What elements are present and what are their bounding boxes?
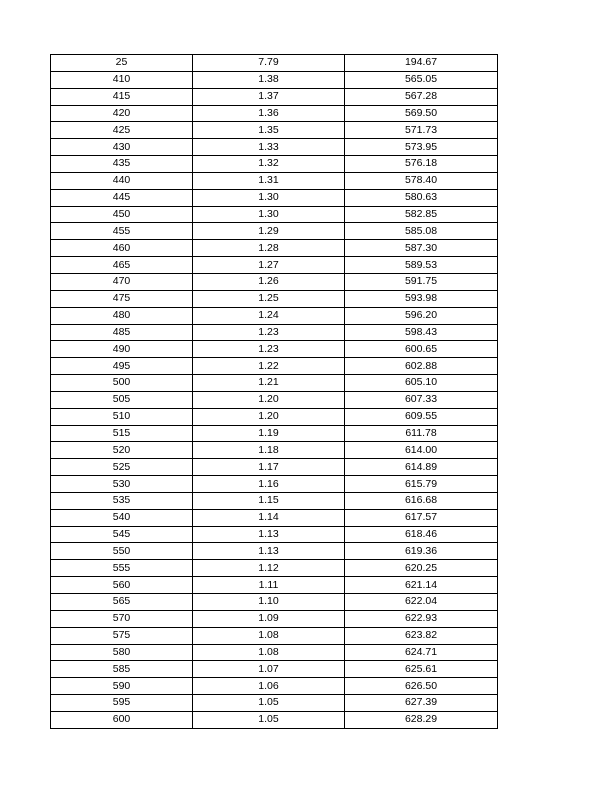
table-cell: 440 xyxy=(51,172,193,189)
table-cell: 465 xyxy=(51,257,193,274)
table-cell: 1.25 xyxy=(193,290,345,307)
table-cell: 625.61 xyxy=(345,661,498,678)
table-row xyxy=(51,644,498,661)
table-cell: 1.19 xyxy=(193,425,345,442)
table-cell: 565.05 xyxy=(345,71,498,88)
table-cell: 1.23 xyxy=(193,324,345,341)
table-cell: 607.33 xyxy=(345,391,498,408)
table-cell: 480 xyxy=(51,307,193,324)
table-cell: 611.78 xyxy=(345,425,498,442)
table-cell: 585.08 xyxy=(345,223,498,240)
table-cell: 618.46 xyxy=(345,526,498,543)
table-row xyxy=(51,307,498,324)
table-cell: 535 xyxy=(51,492,193,509)
table-cell: 595 xyxy=(51,695,193,712)
table-row xyxy=(51,375,498,392)
table-cell: 600 xyxy=(51,711,193,728)
table-cell: 500 xyxy=(51,375,193,392)
table-cell: 1.13 xyxy=(193,543,345,560)
table-cell: 569.50 xyxy=(345,105,498,122)
table-cell: 550 xyxy=(51,543,193,560)
table-cell: 602.88 xyxy=(345,358,498,375)
table-cell: 593.98 xyxy=(345,290,498,307)
table-row xyxy=(51,189,498,206)
table-cell: 1.15 xyxy=(193,492,345,509)
table-cell: 567.28 xyxy=(345,88,498,105)
table-row xyxy=(51,476,498,493)
table-cell: 505 xyxy=(51,391,193,408)
table-cell: 1.38 xyxy=(193,71,345,88)
table-row xyxy=(51,156,498,173)
table-row xyxy=(51,459,498,476)
table-cell: 1.31 xyxy=(193,172,345,189)
table-cell: 7.79 xyxy=(193,55,345,72)
table-cell: 1.05 xyxy=(193,711,345,728)
table-cell: 475 xyxy=(51,290,193,307)
table-cell: 622.04 xyxy=(345,594,498,611)
table-cell: 626.50 xyxy=(345,678,498,695)
table-row xyxy=(51,324,498,341)
table-cell: 580.63 xyxy=(345,189,498,206)
table-cell: 455 xyxy=(51,223,193,240)
table-cell: 598.43 xyxy=(345,324,498,341)
table-row xyxy=(51,105,498,122)
table-row xyxy=(51,408,498,425)
table-cell: 1.18 xyxy=(193,442,345,459)
table-cell: 620.25 xyxy=(345,560,498,577)
table-row xyxy=(51,290,498,307)
table-cell: 1.28 xyxy=(193,240,345,257)
table-cell: 1.13 xyxy=(193,526,345,543)
table-row xyxy=(51,695,498,712)
table-row xyxy=(51,88,498,105)
table-cell: 495 xyxy=(51,358,193,375)
table-row xyxy=(51,206,498,223)
table-cell: 1.08 xyxy=(193,627,345,644)
table-row xyxy=(51,577,498,594)
table-row xyxy=(51,627,498,644)
table-cell: 1.30 xyxy=(193,206,345,223)
table-row xyxy=(51,273,498,290)
table-cell: 609.55 xyxy=(345,408,498,425)
table-cell: 470 xyxy=(51,273,193,290)
table-cell: 600.65 xyxy=(345,341,498,358)
table-cell: 450 xyxy=(51,206,193,223)
table-cell: 615.79 xyxy=(345,476,498,493)
table-cell: 623.82 xyxy=(345,627,498,644)
table-row xyxy=(51,610,498,627)
table-row xyxy=(51,71,498,88)
table-cell: 420 xyxy=(51,105,193,122)
table-cell: 1.37 xyxy=(193,88,345,105)
table-cell: 576.18 xyxy=(345,156,498,173)
table-cell: 460 xyxy=(51,240,193,257)
table-cell: 614.00 xyxy=(345,442,498,459)
table-cell: 617.57 xyxy=(345,509,498,526)
table-row xyxy=(51,223,498,240)
table-cell: 590 xyxy=(51,678,193,695)
table-cell: 1.20 xyxy=(193,408,345,425)
table-cell: 580 xyxy=(51,644,193,661)
table-cell: 596.20 xyxy=(345,307,498,324)
table-cell: 1.07 xyxy=(193,661,345,678)
table-cell: 587.30 xyxy=(345,240,498,257)
table-cell: 445 xyxy=(51,189,193,206)
table-cell: 1.06 xyxy=(193,678,345,695)
table-cell: 1.12 xyxy=(193,560,345,577)
table-cell: 619.36 xyxy=(345,543,498,560)
table-cell: 565 xyxy=(51,594,193,611)
table-cell: 1.05 xyxy=(193,695,345,712)
table-cell: 1.36 xyxy=(193,105,345,122)
table-row xyxy=(51,240,498,257)
table-cell: 525 xyxy=(51,459,193,476)
table-cell: 1.32 xyxy=(193,156,345,173)
table-cell: 1.08 xyxy=(193,644,345,661)
table-row xyxy=(51,172,498,189)
table-row xyxy=(51,442,498,459)
table-cell: 510 xyxy=(51,408,193,425)
table-cell: 430 xyxy=(51,139,193,156)
table-row xyxy=(51,341,498,358)
table-cell: 1.24 xyxy=(193,307,345,324)
table-cell: 1.33 xyxy=(193,139,345,156)
table-cell: 1.35 xyxy=(193,122,345,139)
table-row xyxy=(51,55,498,72)
table-row xyxy=(51,492,498,509)
table-cell: 589.53 xyxy=(345,257,498,274)
table-cell: 614.89 xyxy=(345,459,498,476)
table-cell: 575 xyxy=(51,627,193,644)
table-cell: 1.27 xyxy=(193,257,345,274)
table-cell: 194.67 xyxy=(345,55,498,72)
table-cell: 1.21 xyxy=(193,375,345,392)
table-cell: 627.39 xyxy=(345,695,498,712)
table-cell: 555 xyxy=(51,560,193,577)
table-row xyxy=(51,678,498,695)
table-cell: 1.14 xyxy=(193,509,345,526)
table-cell: 1.20 xyxy=(193,391,345,408)
table-cell: 591.75 xyxy=(345,273,498,290)
table-cell: 571.73 xyxy=(345,122,498,139)
table-cell: 25 xyxy=(51,55,193,72)
data-table xyxy=(50,54,498,729)
table-row xyxy=(51,526,498,543)
table-cell: 560 xyxy=(51,577,193,594)
table-cell: 621.14 xyxy=(345,577,498,594)
table-cell: 1.26 xyxy=(193,273,345,290)
table-cell: 485 xyxy=(51,324,193,341)
table-cell: 1.17 xyxy=(193,459,345,476)
table-cell: 490 xyxy=(51,341,193,358)
table-cell: 425 xyxy=(51,122,193,139)
table-row xyxy=(51,661,498,678)
table-body xyxy=(51,55,498,729)
table-row xyxy=(51,139,498,156)
table-row xyxy=(51,122,498,139)
table-row xyxy=(51,560,498,577)
table-row xyxy=(51,509,498,526)
table-cell: 1.29 xyxy=(193,223,345,240)
table-cell: 570 xyxy=(51,610,193,627)
table-cell: 578.40 xyxy=(345,172,498,189)
table-row xyxy=(51,257,498,274)
table-cell: 545 xyxy=(51,526,193,543)
table-row xyxy=(51,594,498,611)
table-cell: 1.09 xyxy=(193,610,345,627)
table-cell: 415 xyxy=(51,88,193,105)
table-cell: 1.16 xyxy=(193,476,345,493)
table-cell: 605.10 xyxy=(345,375,498,392)
table-cell: 624.71 xyxy=(345,644,498,661)
table-row xyxy=(51,358,498,375)
table-cell: 1.23 xyxy=(193,341,345,358)
table-cell: 622.93 xyxy=(345,610,498,627)
table-cell: 585 xyxy=(51,661,193,678)
table-cell: 573.95 xyxy=(345,139,498,156)
table-cell: 1.10 xyxy=(193,594,345,611)
table-cell: 435 xyxy=(51,156,193,173)
table-cell: 520 xyxy=(51,442,193,459)
table-cell: 616.68 xyxy=(345,492,498,509)
table-cell: 1.11 xyxy=(193,577,345,594)
table-cell: 530 xyxy=(51,476,193,493)
table-row xyxy=(51,543,498,560)
table-row xyxy=(51,711,498,728)
table-cell: 628.29 xyxy=(345,711,498,728)
table-cell: 582.85 xyxy=(345,206,498,223)
table-cell: 410 xyxy=(51,71,193,88)
table-row xyxy=(51,391,498,408)
table-cell: 515 xyxy=(51,425,193,442)
table-cell: 1.30 xyxy=(193,189,345,206)
table-cell: 1.22 xyxy=(193,358,345,375)
table-row xyxy=(51,425,498,442)
table-cell: 540 xyxy=(51,509,193,526)
